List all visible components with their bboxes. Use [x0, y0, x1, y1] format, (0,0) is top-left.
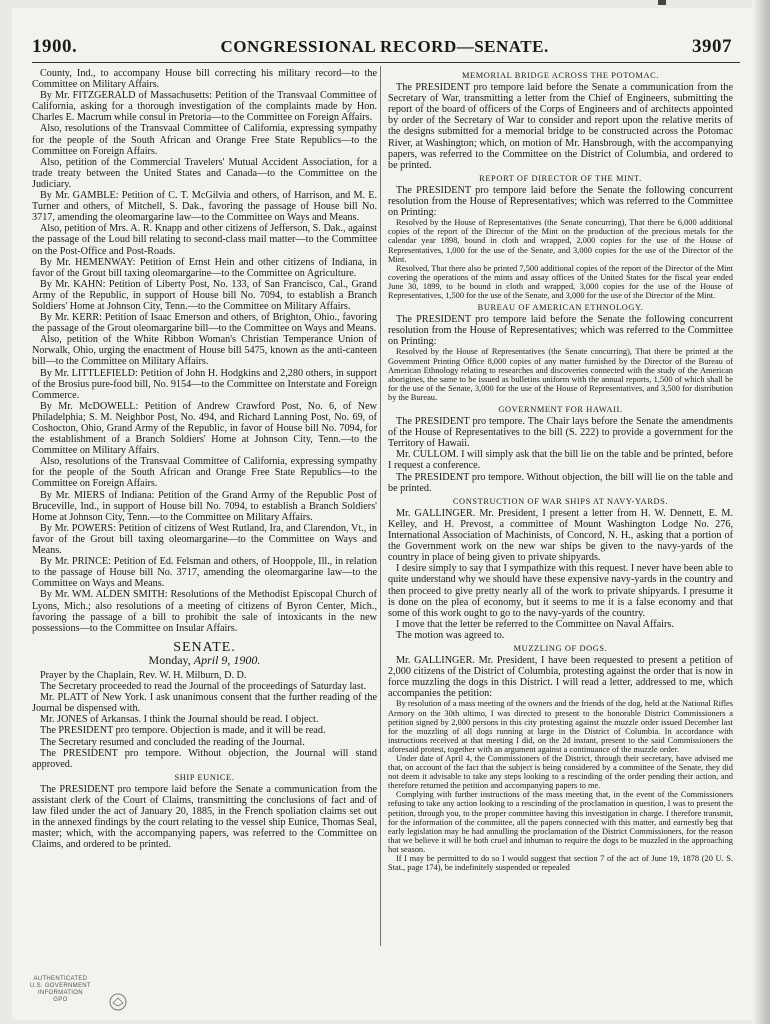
paragraph: By Mr. FITZGERALD of Massachusetts: Petition of the Transvaal Committee of California, asking for a thorough investigation of the complaints made by Hon. Charles E. Macrum while consul in Pretoria—to the Committee on Foreign Affairs. [32, 90, 377, 124]
gpo-authentication-stamp [24, 968, 144, 1012]
paragraph: By Mr. MIERS of Indiana: Petition of the Grand Army of the Republic Post of Bruceville, Ind., in support of House bill No. 7094, to establish a Branch Soldiers' Home at Johnson City, Tenn.—to the Committee on Military Affairs. [32, 489, 377, 523]
paragraph: Prayer by the Chaplain, Rev. W. H. Milburn, D. D. [40, 669, 247, 681]
stamp-line: GPO [53, 997, 68, 1003]
stamp-line: AUTHENTICATED [33, 976, 88, 982]
header-year: 1900. [32, 36, 78, 57]
scan-mark [658, 0, 666, 5]
date-rest: April 9, 1900. [193, 652, 261, 667]
paragraph: I desire simply to say that I sympathize with this request. I never have been able to quite understand why we should have these expensive navy-yards in the country and then proceed to give pretty nearly all of the work to private shipyards. I presume it is done on the plea of economy, but it seems to me it is a false economy and that some of this work ought to go to the navy-yards of the country. [388, 563, 733, 619]
paragraph: Mr. GALLINGER. Mr. President, I present a letter from H. W. Dennett, E. M. Kelley, and H. Prevost, a committee of Mount Washington Lodge No. 276, International Association of Machinists, of Concord, N. H., asking that a portion of the Government work on the new war ships be given to the navy-yards of the country in place of being given to private shipyards. [388, 507, 733, 564]
paragraph: The Secretary resumed and concluded the reading of the Journal. [40, 736, 305, 748]
left-column [32, 68, 377, 948]
paragraph: Also, resolutions of the Transvaal Committee of California, expressing sympathy for the people of the South African and Orange Free State Republics—to the Committee on Foreign Affairs. [32, 456, 377, 490]
subheading: MUZZLING OF DOGS. [513, 643, 608, 653]
paragraph: The PRESIDENT pro tempore laid before the Senate the following concurrent resolution from the House of Representatives; which was referred to the Committee on Printing: [388, 314, 733, 348]
letter-text: Under date of April 4, the Commissioners of the District, through their secretary, have advised me that, on account of the fact that the subject is being considered by a committee of the Senate, they did not deem it advisable to take any steps looking to a rescinding of the order pending their action, and therefore returned the petition and accompanying papers to me. [388, 754, 733, 791]
subheading: REPORT OF DIRECTOR OF THE MINT. [479, 173, 642, 183]
resolution-text: Resolved, That there also be printed 7,500 additional copies of the report of the Director of the Mint covering the operations of the mints and assay offices of the United States for the fiscal year ended June 30, 1899, to be bound in cloth and wrapped, 3,000 copies for the use of the House of Representatives, 1,500 for the use of the Senate, and 3,000 for the use of the Director of the Mint. [388, 263, 733, 300]
subheading: BUREAU OF AMERICAN ETHNOLOGY. [477, 303, 644, 313]
paragraph: By Mr. KAHN: Petition of Liberty Post, No. 133, of San Francisco, Cal., Grand Army of the Republic, in support of House bill No. 7094, to establish a Branch Soldiers' Home at Johnson City, Tenn.—to the Committee on Military Affairs. [32, 278, 377, 312]
resolution-text: Resolved by the House of Representatives (the Senate concurring), That there be printed at the Government Printing Office 8,000 copies of any matter furnished by the Director of the Bureau of American Ethnology relating to researches and discoveries connected with the study of the American aborigines, the same to be issued as bulletins uniform with the annual reports, 1,500 of which shall be for the use of the Senate, 3,000 for the use of the House of Representatives, and 3,500 for distribution by the Bureau. [388, 347, 733, 402]
paragraph: By Mr. WM. ALDEN SMITH: Resolutions of the Methodist Episcopal Church of Lyons, Mich.; also resolutions of a meeting of citizens of Byron Center, Mich., favoring the passage of a bill to prohibit the sale of intoxicants in the new possessions—to the Committee on Insular Affairs. [32, 589, 377, 634]
subheading: GOVERNMENT FOR HAWAII. [498, 405, 623, 414]
stamp-text [30, 976, 91, 1004]
paragraph: The PRESIDENT pro tempore laid before the Senate the following concurrent resolution from the House of Representatives; which was referred to the Committee on Printing: [388, 184, 733, 219]
subheading: SHIP EUNICE. [174, 772, 235, 782]
paragraph: By Mr. LITTLEFIELD: Petition of John H. Hodgkins and 2,280 others, in support of the Brosius pure-food bill, No. 9154—to the Committee on Interstate and Foreign Commerce. [32, 367, 377, 401]
paragraph: The motion was agreed to. [396, 629, 505, 641]
scan-edge-shadow [752, 0, 770, 1024]
paragraph: The PRESIDENT pro tempore laid before the Senate a communication from the assistant clerk of the Court of Claims, transmitting the conclusions of fact and of law filed under the act of January 20, 1885, in the French spoliation claims set out in the annexed findings by the court relating to the vessel ship Eunice, Thomas Seal, master; which, with the accompanying papers, was referred to the Committee on Claims, and ordered to be printed. [32, 783, 377, 851]
paragraph: The PRESIDENT pro tempore laid before the Senate a communication from the Secretary of War, transmitting a letter from the Chief of Engineers, submitting the report of the board of officers of the Corps of Engineers and of architects appointed by order of the Secretary of War to consider and report upon the relative merits of the designs submitted for a memorial bridge to be constructed across the Potomac River, at Washington; which, on motion of Mr. Hansbrough, with the accompanying papers, was referred to the Committee on the District of Columbia, and ordered to be printed. [388, 82, 733, 171]
paragraph: Mr. CULLOM. I will simply ask that the bill lie on the table and be printed, before I request a conference. [388, 449, 733, 472]
letter-text: Complying with further instructions of the mass meeting that, in the event of the Commissioners refusing to take any action looking to a rescinding of the proclamation in question, I was to present the petition, through you, to the proper committee having this investigation in charge. I therefore transmit, for the information of the committee, all the papers connected with this matter, and earnestly beg that early legislation may be had annulling the proclamation of the District Commissioners, for the reason that we believe it will be both cruel and inhuman to require the dogs to be muzzled in the approaching hot season. [388, 790, 733, 854]
resolution-text: Resolved by the House of Representatives (the Senate concurring), That there be 6,000 additional copies of the report of the Director of the Mint on the production of the precious metals for the calendar year 1898, bound in cloth and wrapped, 2,000 copies for the use of the House of Representatives, 1,000 for the use of the Senate, and 3,000 copies for the use of the Director of the Mint. [388, 218, 733, 264]
header-title: CONGRESSIONAL RECORD—SENATE. [220, 37, 549, 56]
subheading: MEMORIAL BRIDGE ACROSS THE POTOMAC. [462, 71, 659, 80]
letter-text: By resolution of a mass meeting of the owners and the friends of the dog, held at the National Rifles Armory on the 30th ultimo, I was directed to present to the honorable District Commissioners a petition signed by 2,000 persons in this city protesting against the muzzle order issued December last for the muzzling of all dogs running at large in the District of Columbia. In accordance with instructions received at that meeting I did, on the 2d instant, present to the said Commissioners the aforesaid protest, together with an argument against a continuance of the muzzle order. [388, 699, 733, 754]
stamp-line: U.S. GOVERNMENT [30, 983, 91, 989]
paragraph: Mr. JONES of Arkansas. I think the Journal should be read. I object. [40, 714, 319, 726]
session-date [32, 652, 377, 667]
paragraph: I move that the letter be referred to the Committee on Naval Affairs. [396, 618, 674, 630]
paragraph: By Mr. POWERS: Petition of citizens of West Rutland, Ira, and Clarendon, Vt., in favor of the Grout bill taxing oleomargarine—to the Committee on Ways and Means. [32, 522, 377, 557]
subheading: CONSTRUCTION OF WAR SHIPS AT NAVY-YARDS. [452, 496, 669, 506]
paragraph: The PRESIDENT pro tempore. Objection is made, and it will be read. [40, 725, 326, 737]
right-column [388, 68, 733, 948]
header-page-number: 3907 [691, 36, 732, 57]
paragraph: Also, resolutions of the Transvaal Committee of California, expressing sympathy for the people of the South African and Orange Free State Republics—to the Committee on Foreign Affairs. [32, 123, 377, 157]
paragraph: By Mr. HEMENWAY: Petition of Ernst Hein and other citizens of Indiana, in favor of the Grout bill taxing oleomargarine—to the Committee on Agriculture. [32, 256, 377, 279]
paragraph: By Mr. GAMBLE: Petition of C. T. McGilvia and others, of Harrison, and M. E. Turner and others, of Mitchell, S. Dak., favoring the passage of House bill No. 3717, amending the oleomargarine law—to the Committee on Ways and Means. [32, 190, 377, 224]
paragraph: The PRESIDENT pro tempore. Without objection, the Journal will stand approved. [32, 747, 377, 770]
letter-text: If I may be permitted to do so I would suggest that section 7 of the act of June 19, 1878 (20 U. S. Stat., page 174), be indefinitely suspended or repealed [388, 854, 733, 873]
paragraph: The Secretary proceeded to read the Journal of the proceedings of Saturday last. [40, 681, 367, 693]
date-day: Monday, [148, 652, 191, 667]
column-divider [380, 66, 381, 946]
eagle-seal-icon [108, 992, 128, 1012]
paragraph: Also, petition of Mrs. A. R. Knapp and other citizens of Jefferson, S. Dak., against the passage of the Loud bill relating to second-class mail matter—to the Committee on the Post-Office and Post-Roads. [32, 223, 377, 257]
paragraph: By Mr. PRINCE: Petition of Ed. Felsman and others, of Hooppole, Ill., in relation to the passage of House bill No. 3717, amending the oleomargarine law—to the Committee on Ways and Means. [32, 556, 377, 590]
paragraph: The PRESIDENT pro tempore. The Chair lays before the Senate the amendments of the House of Representatives to the bill (S. 222) to provide a government for the Territory of Hawaii. [388, 416, 733, 450]
paragraph: The PRESIDENT pro tempore. Without objection, the bill will lie on the table and be printed. [388, 471, 733, 494]
paragraph: Mr. GALLINGER. Mr. President, I have been requested to present a petition of 2,000 citizens of the District of Columbia, protesting against the order that is now in force muzzling the dogs in this District. I will read a letter, addressed to me, which accompanies the petition: [388, 655, 733, 700]
paragraph: Mr. PLATT of New York. I ask unanimous consent that the further reading of the Journal be dispensed with. [32, 692, 377, 715]
paragraph: Also, petition of the Commercial Travelers' Mutual Accident Association, for a trade treaty between the United States and Canada—to the Committee on the Judiciary. [32, 156, 377, 190]
paragraph: By Mr. KERR: Petition of Isaac Emerson and others, of Brighton, Ohio., favoring the passage of the Grout oleomargarine bill—to the Committee on Ways and Means. [32, 312, 377, 335]
header-rule [32, 62, 740, 63]
senate-heading: SENATE. [173, 639, 236, 655]
page-header [32, 36, 732, 58]
paragraph: By Mr. McDOWELL: Petition of Andrew Crawford Post, No. 6, of New Philadelphia; S. M. Neighbor Post, No. 494, and Richard Lanning Post, No. 69, of Coshocton, Ohio, Grand Army of the Republic, in favor of House bill No. 7094, for the establishment of a Branch Soldiers' Home at Johnson City, Tenn.—to the Committee on Military Affairs. [32, 400, 377, 457]
paragraph: Also, petition of the White Ribbon Woman's Christian Temperance Union of Norwalk, Ohio, urging the enactment of House bill 5475, known as the anti-canteen bill—to the Committee on Military Affairs. [32, 334, 377, 368]
stamp-line: INFORMATION [37, 990, 83, 996]
paragraph: County, Ind., to accompany House bill correcting his military record—to the Committee on Military Affairs. [32, 68, 377, 91]
